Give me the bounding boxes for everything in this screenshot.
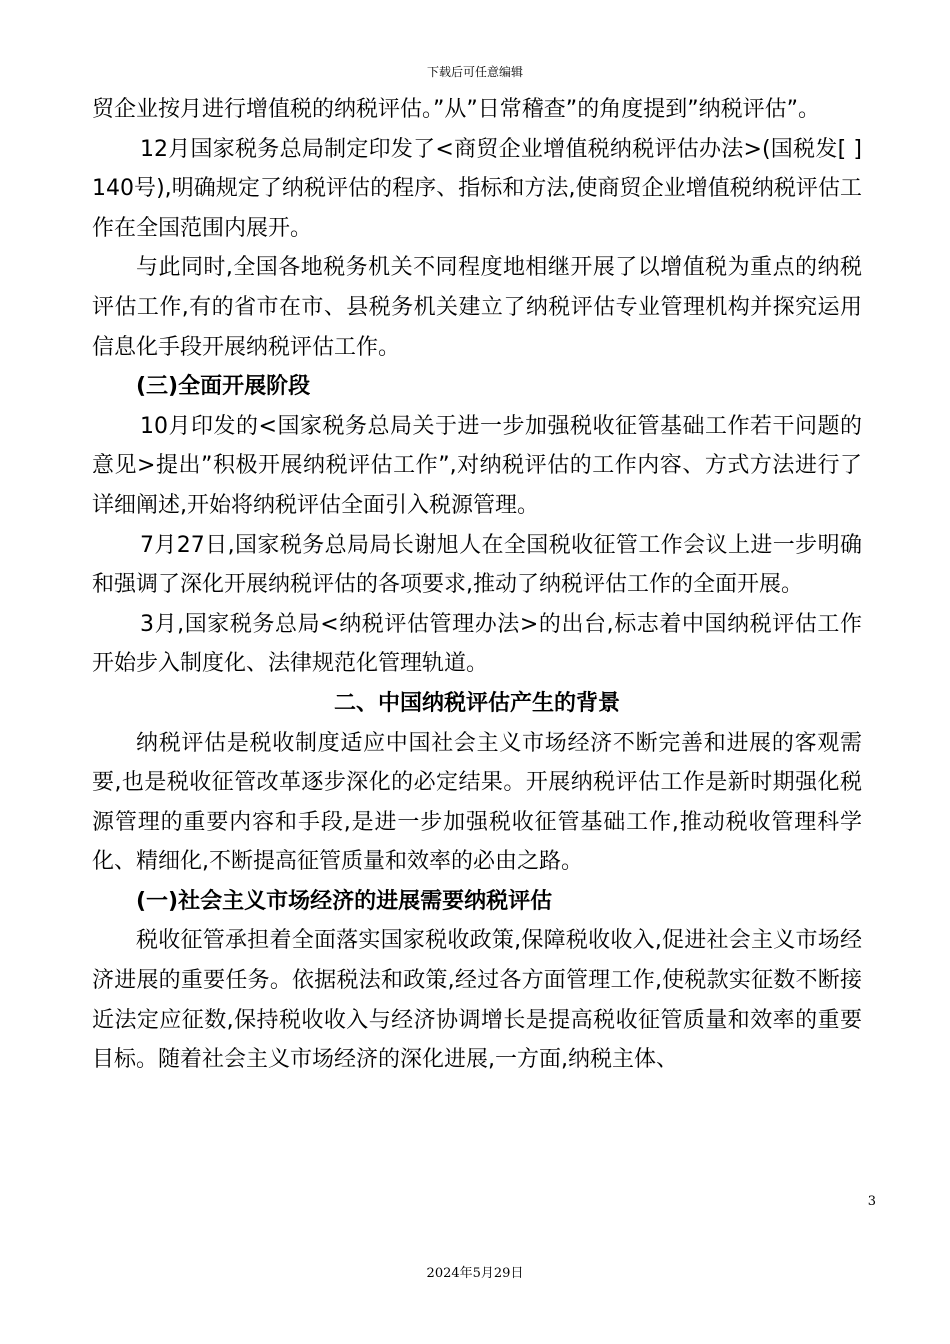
paragraph-measures-issued: 12月国家税务总局制定印发了<商贸企业增值税纳税评估办法>(国税发[ ]140号),明确规定了纳税评估的程序、指标和方法,使商贸企业增值税纳税评估工作在全国范围内展开。 [92, 136, 862, 241]
footer-date: 2024年5月29日 [426, 1266, 524, 1281]
page-number: 3 [867, 1194, 876, 1209]
document-body [92, 90, 862, 1080]
section-heading-full-rollout: (三)全面开展阶段 [136, 374, 311, 400]
page-header: 下载后可任意编辑 [426, 65, 523, 79]
paragraph-july-meeting: 7月27日,国家税务总局局长谢旭人在全国税收征管工作会议上进一步明确和强调了深化开展纳税评估的各项要求,推动了纳税评估工作的全面开展。 [92, 532, 862, 598]
paragraph-background-intro: 纳税评估是税收制度适应中国社会主义市场经济不断完善和进展的客观需要,也是税收征管改革逐步深化的必定结果。开展纳税评估工作是新时期强化税源管理的重要内容和手段,是进一步加强税收征管基础工作,推动税收管理科学化、精细化,不断提高征管质量和效率的必由之路。 [92, 730, 862, 875]
paragraph-march-measures: 3月,国家税务总局<纳税评估管理办法>的出台,标志着中国纳税评估工作开始步入制度化、法律规范化管理轨道。 [92, 611, 862, 677]
paragraph-tax-administration: 税收征管承担着全面落实国家税收政策,保障税收收入,促进社会主义市场经济进展的重要任务。依据税法和政策,经过各方面管理工作,使税款实征数不断接近法定应征数,保持税收收入与经济协调增长是提高税收征管质量和效率的重要目标。随着社会主义市场经济的深化进展,一方面,纳税主体、 [92, 928, 862, 1073]
chapter-heading-background: 二、中国纳税评估产生的背景 [333, 690, 620, 716]
paragraph-nationwide-efforts: 与此同时,全国各地税务机关不同程度地相继开展了以增值税为重点的纳税评估工作,有的省市在市、县税务机关建立了纳税评估专业管理机构并探究运用信息化手段开展纳税评估工作。 [92, 255, 862, 360]
paragraph-continuation: 贸企业按月进行增值税的纳税评估。”从”日常稽查”的角度提到”纳税评估”。 [92, 97, 820, 122]
paragraph-october-opinion: 10月印发的<国家税务总局关于进一步加强税收征管基础工作若干问题的意见>提出”积极开展纳税评估工作”,对纳税评估的工作内容、方式方法进行了详细阐述,开始将纳税评估全面引入税源管理。 [92, 413, 862, 518]
section-heading-market-economy: (一)社会主义市场经济的进展需要纳税评估 [136, 888, 553, 914]
